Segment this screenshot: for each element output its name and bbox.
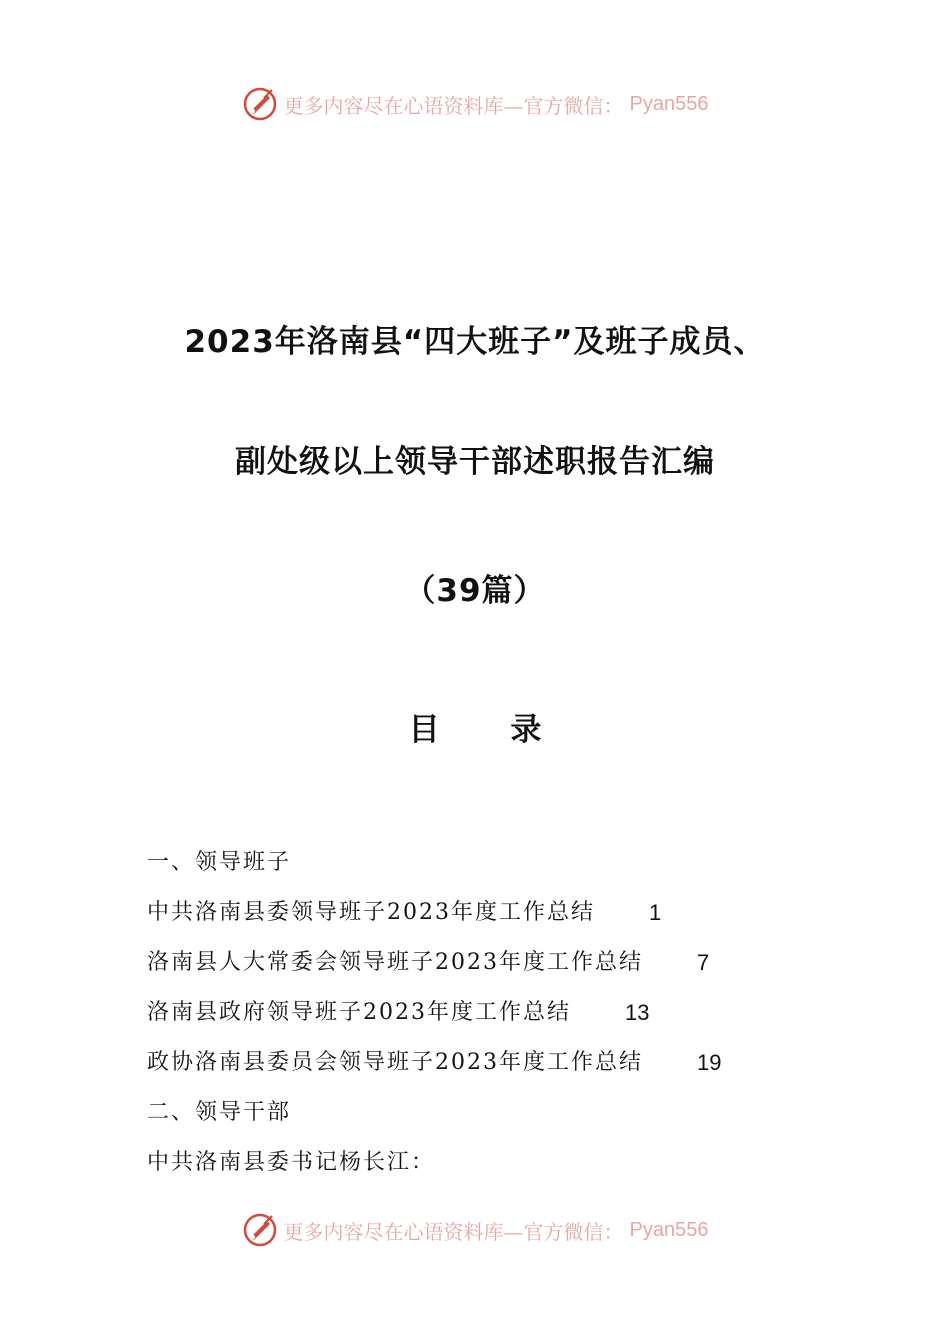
toc-item-page: 1 xyxy=(649,900,662,925)
toc-item-text: 中共洛南县委领导班子2023年度工作总结 xyxy=(147,900,595,925)
watermark-text: 更多内容尽在心语资料库—官方微信： xyxy=(283,93,624,118)
toc-item-page: 7 xyxy=(697,950,710,975)
toc-item-page: 19 xyxy=(697,1050,722,1075)
watermark-text: 更多内容尽在心语资料库—官方微信： xyxy=(283,1219,624,1244)
watermark-wechat-id: Pyan556 xyxy=(629,92,709,115)
watermark-wechat-id: Pyan556 xyxy=(629,1218,709,1241)
toc-item-text: 中共洛南县委书记杨长江： xyxy=(147,1150,436,1175)
pen-seal-logo-icon xyxy=(242,1212,278,1248)
toc-item-text: 二、领导干部 xyxy=(147,1100,292,1125)
table-of-contents xyxy=(147,838,847,1188)
toc-item-page: 13 xyxy=(625,1000,650,1025)
toc-item-text: 一、领导班子 xyxy=(147,850,292,875)
document-title-line-2: 副处级以上领导干部述职报告汇编 xyxy=(235,444,715,480)
toc-heading: 目 录 xyxy=(408,712,572,748)
toc-item-text: 洛南县政府领导班子2023年度工作总结 xyxy=(147,1000,571,1025)
pen-seal-logo-icon xyxy=(242,86,278,122)
toc-section-heading[interactable] xyxy=(147,1088,847,1138)
toc-item[interactable] xyxy=(147,1038,847,1088)
toc-section-heading[interactable] xyxy=(147,838,847,888)
footer-watermark xyxy=(0,1210,950,1250)
document-title-line-1: 2023年洛南县“四大班子”及班子成员、 xyxy=(184,324,766,360)
toc-item[interactable] xyxy=(147,988,847,1038)
toc-item[interactable] xyxy=(147,938,847,988)
document-count: （39篇） xyxy=(404,573,546,609)
toc-item-text: 洛南县人大常委会领导班子2023年度工作总结 xyxy=(147,950,643,975)
toc-item[interactable] xyxy=(147,1138,847,1188)
header-watermark xyxy=(0,84,950,124)
toc-item[interactable] xyxy=(147,888,847,938)
toc-item-text: 政协洛南县委员会领导班子2023年度工作总结 xyxy=(147,1050,643,1075)
